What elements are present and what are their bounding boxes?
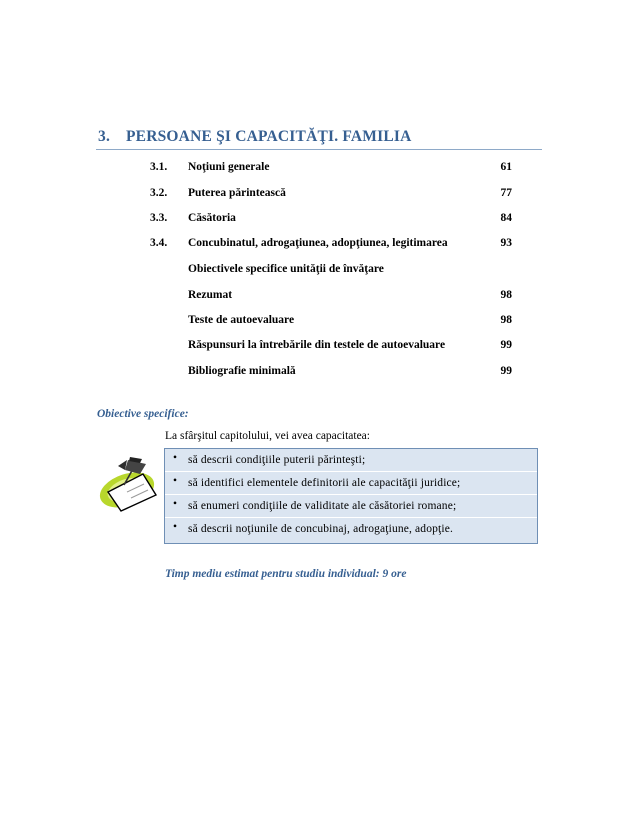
objectives-box (164, 448, 538, 544)
toc-page: 99 (500, 365, 512, 377)
toc-number: 3.4. (150, 237, 168, 249)
objective-text: să descrii noţiunile de concubinaj, adrogaţiune, adopţie. (188, 523, 453, 535)
toc-text: Puterea părintească (188, 187, 286, 199)
toc-page: 98 (500, 314, 512, 326)
objective-text: să descrii condiţiile puterii părinteşti; (188, 454, 366, 466)
toc-text: Rezumat (188, 289, 233, 301)
bullet-icon: • (173, 475, 178, 487)
objective-text: să identifici elementele definitorii ale capacităţii juridice; (188, 477, 461, 489)
toc-page: 99 (500, 339, 512, 351)
bullet-icon: • (173, 498, 178, 510)
toc-number: 3.2. (150, 187, 168, 199)
bullet-icon: • (173, 452, 178, 464)
toc-page: 84 (500, 212, 512, 224)
study-time-note: Timp mediu estimat pentru studiu individual: 9 ore (165, 568, 407, 580)
objectives-intro: La sfârşitul capitolului, vei avea capacitatea: (165, 430, 370, 442)
toc-text: Căsătoria (188, 212, 236, 224)
objective-item (165, 472, 537, 495)
title-rule (96, 149, 542, 150)
toc-text: Bibliografie minimală (188, 365, 296, 377)
chapter-title (98, 128, 412, 146)
toc-text: Teste de autoevaluare (188, 314, 295, 326)
chapter-number: 3. (98, 128, 111, 145)
objectives-label: Obiective specifice: (97, 408, 189, 420)
toc-text: Noţiuni generale (188, 161, 270, 173)
toc-number: 3.1. (150, 161, 168, 173)
toc-number: 3.3. (150, 212, 168, 224)
toc-page: 77 (500, 187, 512, 199)
toc-page: 93 (500, 237, 512, 249)
toc-page: 98 (500, 289, 512, 301)
toc-text: Obiectivele specifice unităţii de învăţare (188, 263, 384, 275)
pushpin-note-icon (94, 451, 164, 513)
objective-text: să enumeri condiţiile de validitate ale căsătoriei romane; (188, 500, 457, 512)
bullet-icon: • (173, 521, 178, 533)
objective-item (165, 449, 537, 472)
toc-text: Răspunsuri la întrebările din testele de autoevaluare (188, 339, 446, 351)
objective-item (165, 495, 537, 518)
objective-item (165, 518, 537, 541)
chapter-title-text: PERSOANE ŞI CAPACITĂŢI. FAMILIA (126, 128, 412, 145)
toc-page: 61 (500, 161, 512, 173)
toc-text: Concubinatul, adrogaţiunea, adopţiunea, legitimarea (188, 237, 448, 249)
